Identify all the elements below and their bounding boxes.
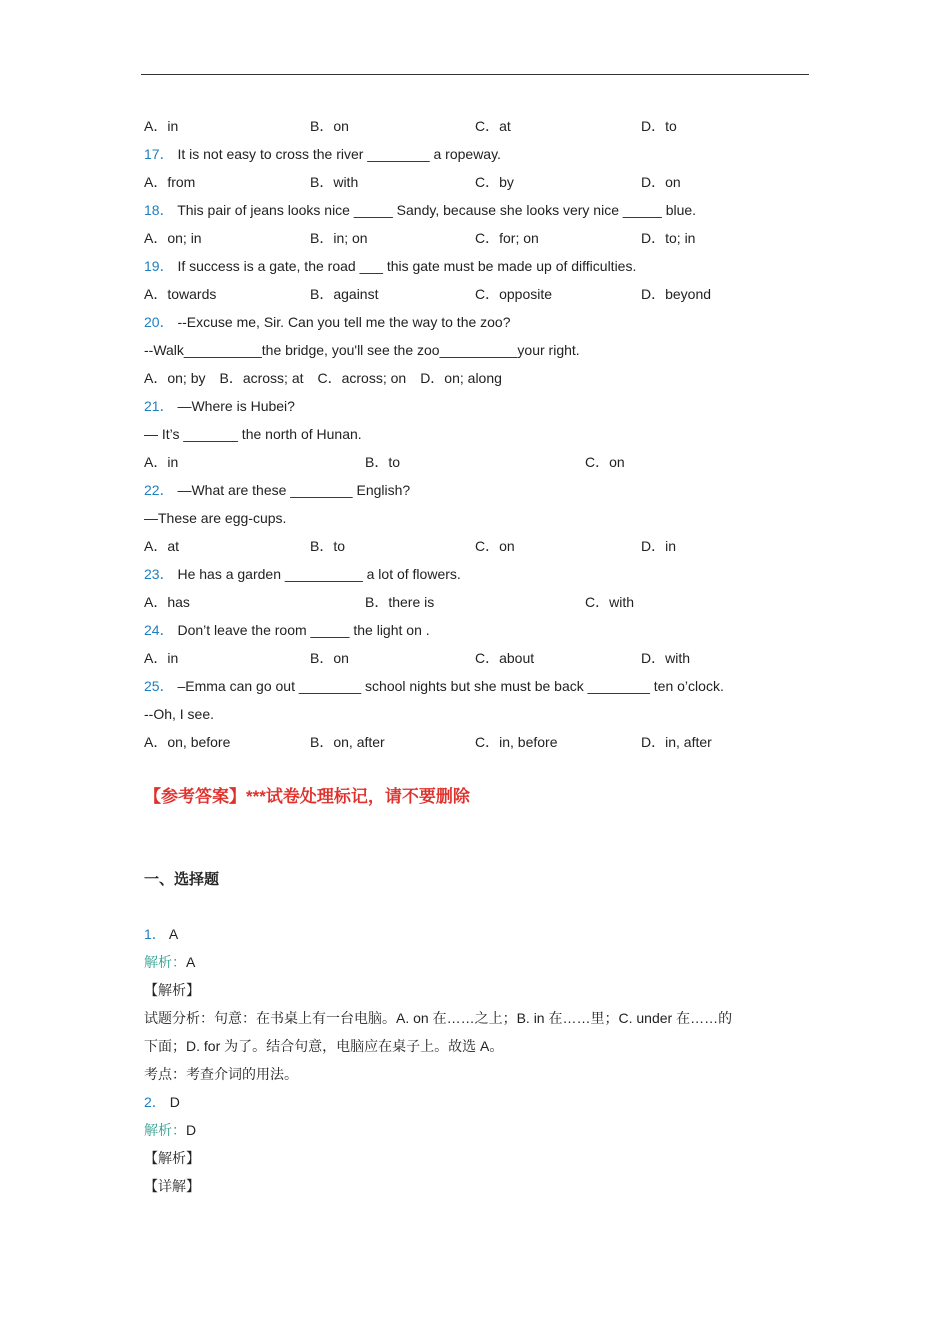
question-25 bbox=[144, 674, 814, 702]
document-body bbox=[144, 114, 814, 1202]
option-b: B．against bbox=[310, 286, 379, 302]
option-a: A．on; in bbox=[144, 230, 202, 246]
question-text: This pair of jeans looks nice _____ Sandy, because she looks very nice _____ blue. bbox=[177, 202, 697, 218]
question-number: 24． bbox=[144, 622, 174, 638]
answer-banner: 【参考答案】***试卷处理标记，请不要删除 bbox=[144, 787, 470, 806]
question-text: --Excuse me, Sir. Can you tell me the way to the zoo? bbox=[177, 314, 511, 330]
option-b: B．on bbox=[310, 650, 349, 666]
option-b: B．to bbox=[365, 454, 401, 470]
option-c: C．for; on bbox=[475, 230, 539, 246]
question-19 bbox=[144, 254, 814, 282]
option-d: D．in, after bbox=[641, 734, 712, 750]
options-row bbox=[144, 590, 814, 618]
option-d: D．with bbox=[641, 650, 691, 666]
option-a: A．has bbox=[144, 594, 190, 610]
option-d: D．on bbox=[641, 174, 681, 190]
question-text: He has a garden __________ a lot of flowers. bbox=[177, 566, 461, 582]
question-number: 18． bbox=[144, 202, 174, 218]
option-b: B．to bbox=[310, 538, 346, 554]
options-row bbox=[144, 282, 814, 310]
question-text-line: — It’s _______ the north of Hunan. bbox=[144, 426, 362, 442]
option-a: A．in bbox=[144, 650, 179, 666]
answer-value: A bbox=[168, 926, 179, 942]
question-number: 20． bbox=[144, 314, 174, 330]
question-text: If success is a gate, the road ___ this gate must be made up of difficulties. bbox=[177, 258, 637, 274]
question-21 bbox=[144, 394, 814, 422]
options-row bbox=[144, 170, 814, 198]
option-c: C．on bbox=[585, 454, 625, 470]
question-23 bbox=[144, 562, 814, 590]
options-row bbox=[144, 226, 814, 254]
option-c: C．on bbox=[475, 538, 515, 554]
analysis-label: 解析： bbox=[144, 954, 186, 970]
question-text-line: --Walk__________the bridge, you'll see the zoo__________your right. bbox=[144, 342, 580, 358]
answer-number: 2． bbox=[144, 1094, 166, 1110]
question-text: —Where is Hubei? bbox=[177, 398, 295, 414]
option-d: D．in bbox=[641, 538, 677, 554]
analysis-detail: 下面；D. for 为了。结合句意，电脑应在桌子上。故选 A。 bbox=[144, 1038, 504, 1054]
analysis-value: A bbox=[186, 954, 196, 970]
analysis-detail: 试题分析：句意：在书桌上有一台电脑。A. on 在……之上；B. in 在……里；C. under 在……的 bbox=[144, 1010, 733, 1026]
question-number: 17． bbox=[144, 146, 174, 162]
question-18 bbox=[144, 198, 814, 226]
analysis-line bbox=[144, 1118, 814, 1146]
question-text-line: —These are egg-cups. bbox=[144, 510, 287, 526]
option-a: A．in bbox=[144, 454, 179, 470]
question-text: –Emma can go out ________ school nights but she must be back ________ ten o’clock. bbox=[177, 678, 724, 694]
option-c: C．at bbox=[475, 118, 511, 134]
options-row bbox=[144, 114, 814, 142]
question-number: 22． bbox=[144, 482, 174, 498]
question-text-line: --Oh, I see. bbox=[144, 706, 215, 722]
question-text: —What are these ________ English? bbox=[177, 482, 411, 498]
analysis-label: 解析： bbox=[144, 1122, 186, 1138]
question-number: 23． bbox=[144, 566, 174, 582]
options-row bbox=[144, 534, 814, 562]
option-d: D．to bbox=[641, 118, 677, 134]
question-24 bbox=[144, 618, 814, 646]
question-20 bbox=[144, 310, 814, 338]
question-22 bbox=[144, 478, 814, 506]
question-number: 19． bbox=[144, 258, 174, 274]
section-title: 一、选择题 bbox=[144, 871, 220, 888]
option-b: B．on, after bbox=[310, 734, 385, 750]
question-text: It is not easy to cross the river ________ a ropeway. bbox=[177, 146, 501, 162]
option-a: A．from bbox=[144, 174, 196, 190]
analysis-heading: 【解析】 bbox=[144, 982, 200, 998]
analysis-value: D bbox=[186, 1122, 197, 1138]
option-a: A．at bbox=[144, 538, 180, 554]
option-c: C．with bbox=[585, 594, 635, 610]
option-d: D．beyond bbox=[641, 286, 712, 302]
question-number: 25． bbox=[144, 678, 174, 694]
option-c: C．by bbox=[475, 174, 514, 190]
question-number: 21． bbox=[144, 398, 174, 414]
options-inline: A．on; by B．across; at C．across; on D．on; along bbox=[144, 370, 502, 386]
option-c: C．in, before bbox=[475, 734, 558, 750]
option-b: B．on bbox=[310, 118, 349, 134]
header-rule bbox=[141, 74, 809, 75]
analysis-detail: 考点：考查介词的用法。 bbox=[144, 1066, 298, 1082]
analysis-heading: 【解析】 bbox=[144, 1150, 200, 1166]
answer-1 bbox=[144, 922, 814, 950]
option-c: C．opposite bbox=[475, 286, 553, 302]
option-a: A．towards bbox=[144, 286, 217, 302]
answer-number: 1． bbox=[144, 926, 166, 942]
options-row bbox=[144, 450, 814, 478]
option-d: D．to; in bbox=[641, 230, 696, 246]
question-text: Don’t leave the room _____ the light on . bbox=[177, 622, 430, 638]
question-17 bbox=[144, 142, 814, 170]
option-b: B．in; on bbox=[310, 230, 368, 246]
option-b: B．there is bbox=[365, 594, 435, 610]
answer-value: D bbox=[169, 1094, 180, 1110]
options-row bbox=[144, 646, 814, 674]
option-a: A．in bbox=[144, 118, 179, 134]
option-b: B．with bbox=[310, 174, 359, 190]
option-a: A．on, before bbox=[144, 734, 231, 750]
analysis-line bbox=[144, 950, 814, 978]
option-c: C．about bbox=[475, 650, 535, 666]
detail-heading: 【详解】 bbox=[144, 1178, 200, 1194]
options-row bbox=[144, 730, 814, 758]
answer-2 bbox=[144, 1090, 814, 1118]
